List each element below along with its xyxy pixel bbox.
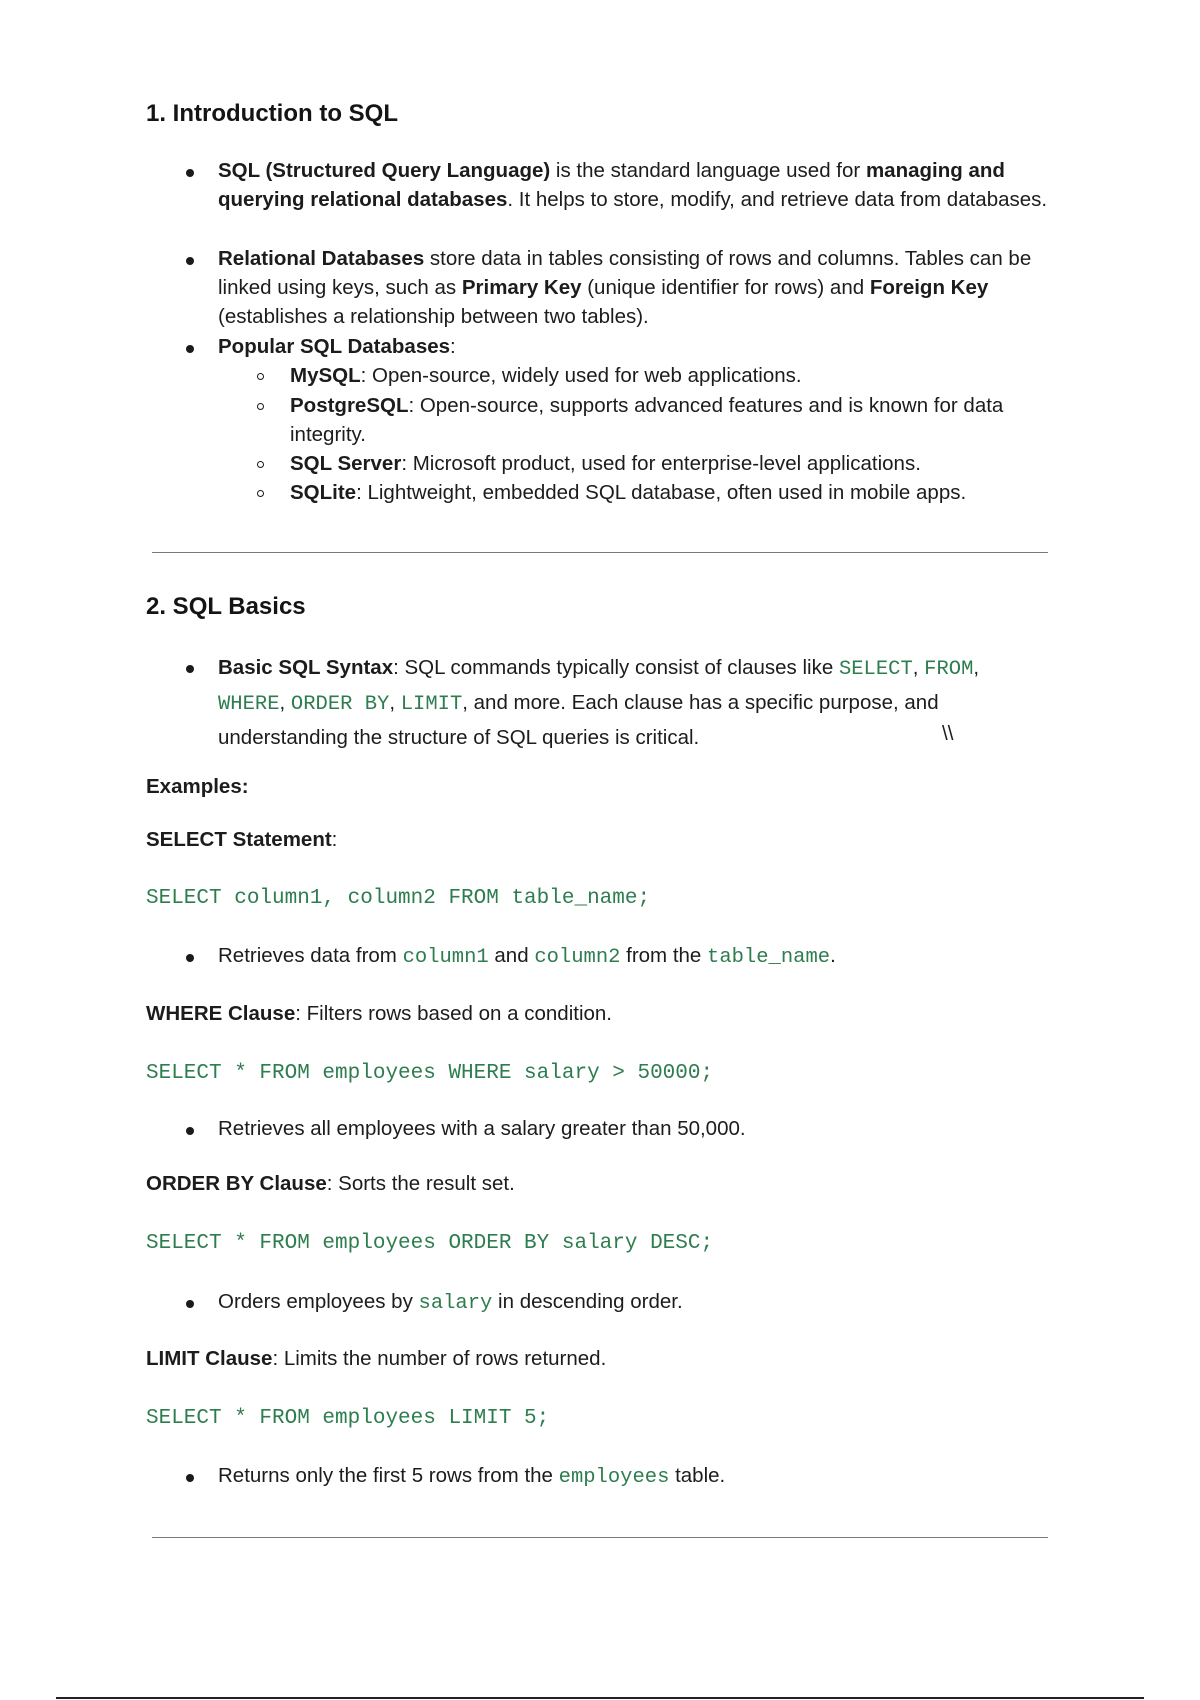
- sub-bullet-icon: [257, 490, 264, 497]
- orderby-clause-heading: ORDER BY Clause: Sorts the result set.: [146, 1172, 515, 1195]
- list-item-relational-databases: Relational Databases store data in tables consisting of rows and columns. Tables can be linked using keys, such as Primary Key (unique identifier for rows) and Foreign Key (establishes a relationship between two tables).: [218, 247, 1032, 328]
- limit-code-block: SELECT * FROM employees LIMIT 5;: [146, 1407, 550, 1430]
- sub-bullet-icon: [257, 403, 264, 410]
- bullet-icon: [186, 1474, 194, 1482]
- select-note: Retrieves data from column1 and column2 from the table_name.: [218, 944, 836, 969]
- examples-heading: Examples:: [146, 775, 249, 798]
- bullet-icon: [186, 1127, 194, 1135]
- bullet-icon: [186, 665, 194, 673]
- orderby-code-block: SELECT * FROM employees ORDER BY salary DESC;: [146, 1232, 714, 1255]
- bullet-icon: [186, 257, 194, 265]
- list-item-popular-databases: Popular SQL Databases:: [218, 335, 456, 358]
- bullet-icon: [186, 954, 194, 962]
- limit-clause-heading: LIMIT Clause: Limits the number of rows returned.: [146, 1347, 607, 1370]
- section-divider: [152, 1537, 1048, 1538]
- orderby-note: Orders employees by salary in descending order.: [218, 1290, 683, 1315]
- stray-backslashes: \\: [942, 722, 954, 745]
- select-statement-heading: SELECT Statement:: [146, 828, 338, 851]
- where-code-block: SELECT * FROM employees WHERE salary > 50000;: [146, 1062, 714, 1085]
- where-note: Retrieves all employees with a salary greater than 50,000.: [218, 1117, 746, 1140]
- sub-item-mysql: MySQL: Open-source, widely used for web applications.: [290, 364, 802, 387]
- list-item-sql-definition: SQL (Structured Query Language) is the standard language used for managing and querying relational databases. It helps to store, modify, and retrieve data from databases.: [218, 159, 1048, 211]
- limit-note: Returns only the first 5 rows from the employees table.: [218, 1464, 726, 1489]
- section-2-title: 2. SQL Basics: [146, 593, 306, 620]
- sub-item-sql-server: SQL Server: Microsoft product, used for enterprise-level applications.: [290, 452, 921, 475]
- list-item-basic-syntax: Basic SQL Syntax: SQL commands typically consist of clauses like SELECT, FROM, WHERE, ORDER BY, LIMIT, and more. Each clause has a specific purpose, and understanding the structure of SQL queries is critical.: [218, 656, 980, 749]
- sub-item-postgresql: PostgreSQL: Open-source, supports advanced features and is known for data integrity.: [290, 394, 1004, 446]
- bullet-icon: [186, 169, 194, 177]
- sub-bullet-icon: [257, 461, 264, 468]
- bullet-icon: [186, 345, 194, 353]
- sub-item-sqlite: SQLite: Lightweight, embedded SQL database, often used in mobile apps.: [290, 481, 967, 504]
- page-bottom-rule: [56, 1697, 1144, 1699]
- section-divider: [152, 552, 1048, 553]
- select-code-block: SELECT column1, column2 FROM table_name;: [146, 887, 651, 910]
- bullet-icon: [186, 1300, 194, 1308]
- where-clause-heading: WHERE Clause: Filters rows based on a condition.: [146, 1002, 613, 1025]
- section-1-title: 1. Introduction to SQL: [146, 100, 398, 127]
- sub-bullet-icon: [257, 373, 264, 380]
